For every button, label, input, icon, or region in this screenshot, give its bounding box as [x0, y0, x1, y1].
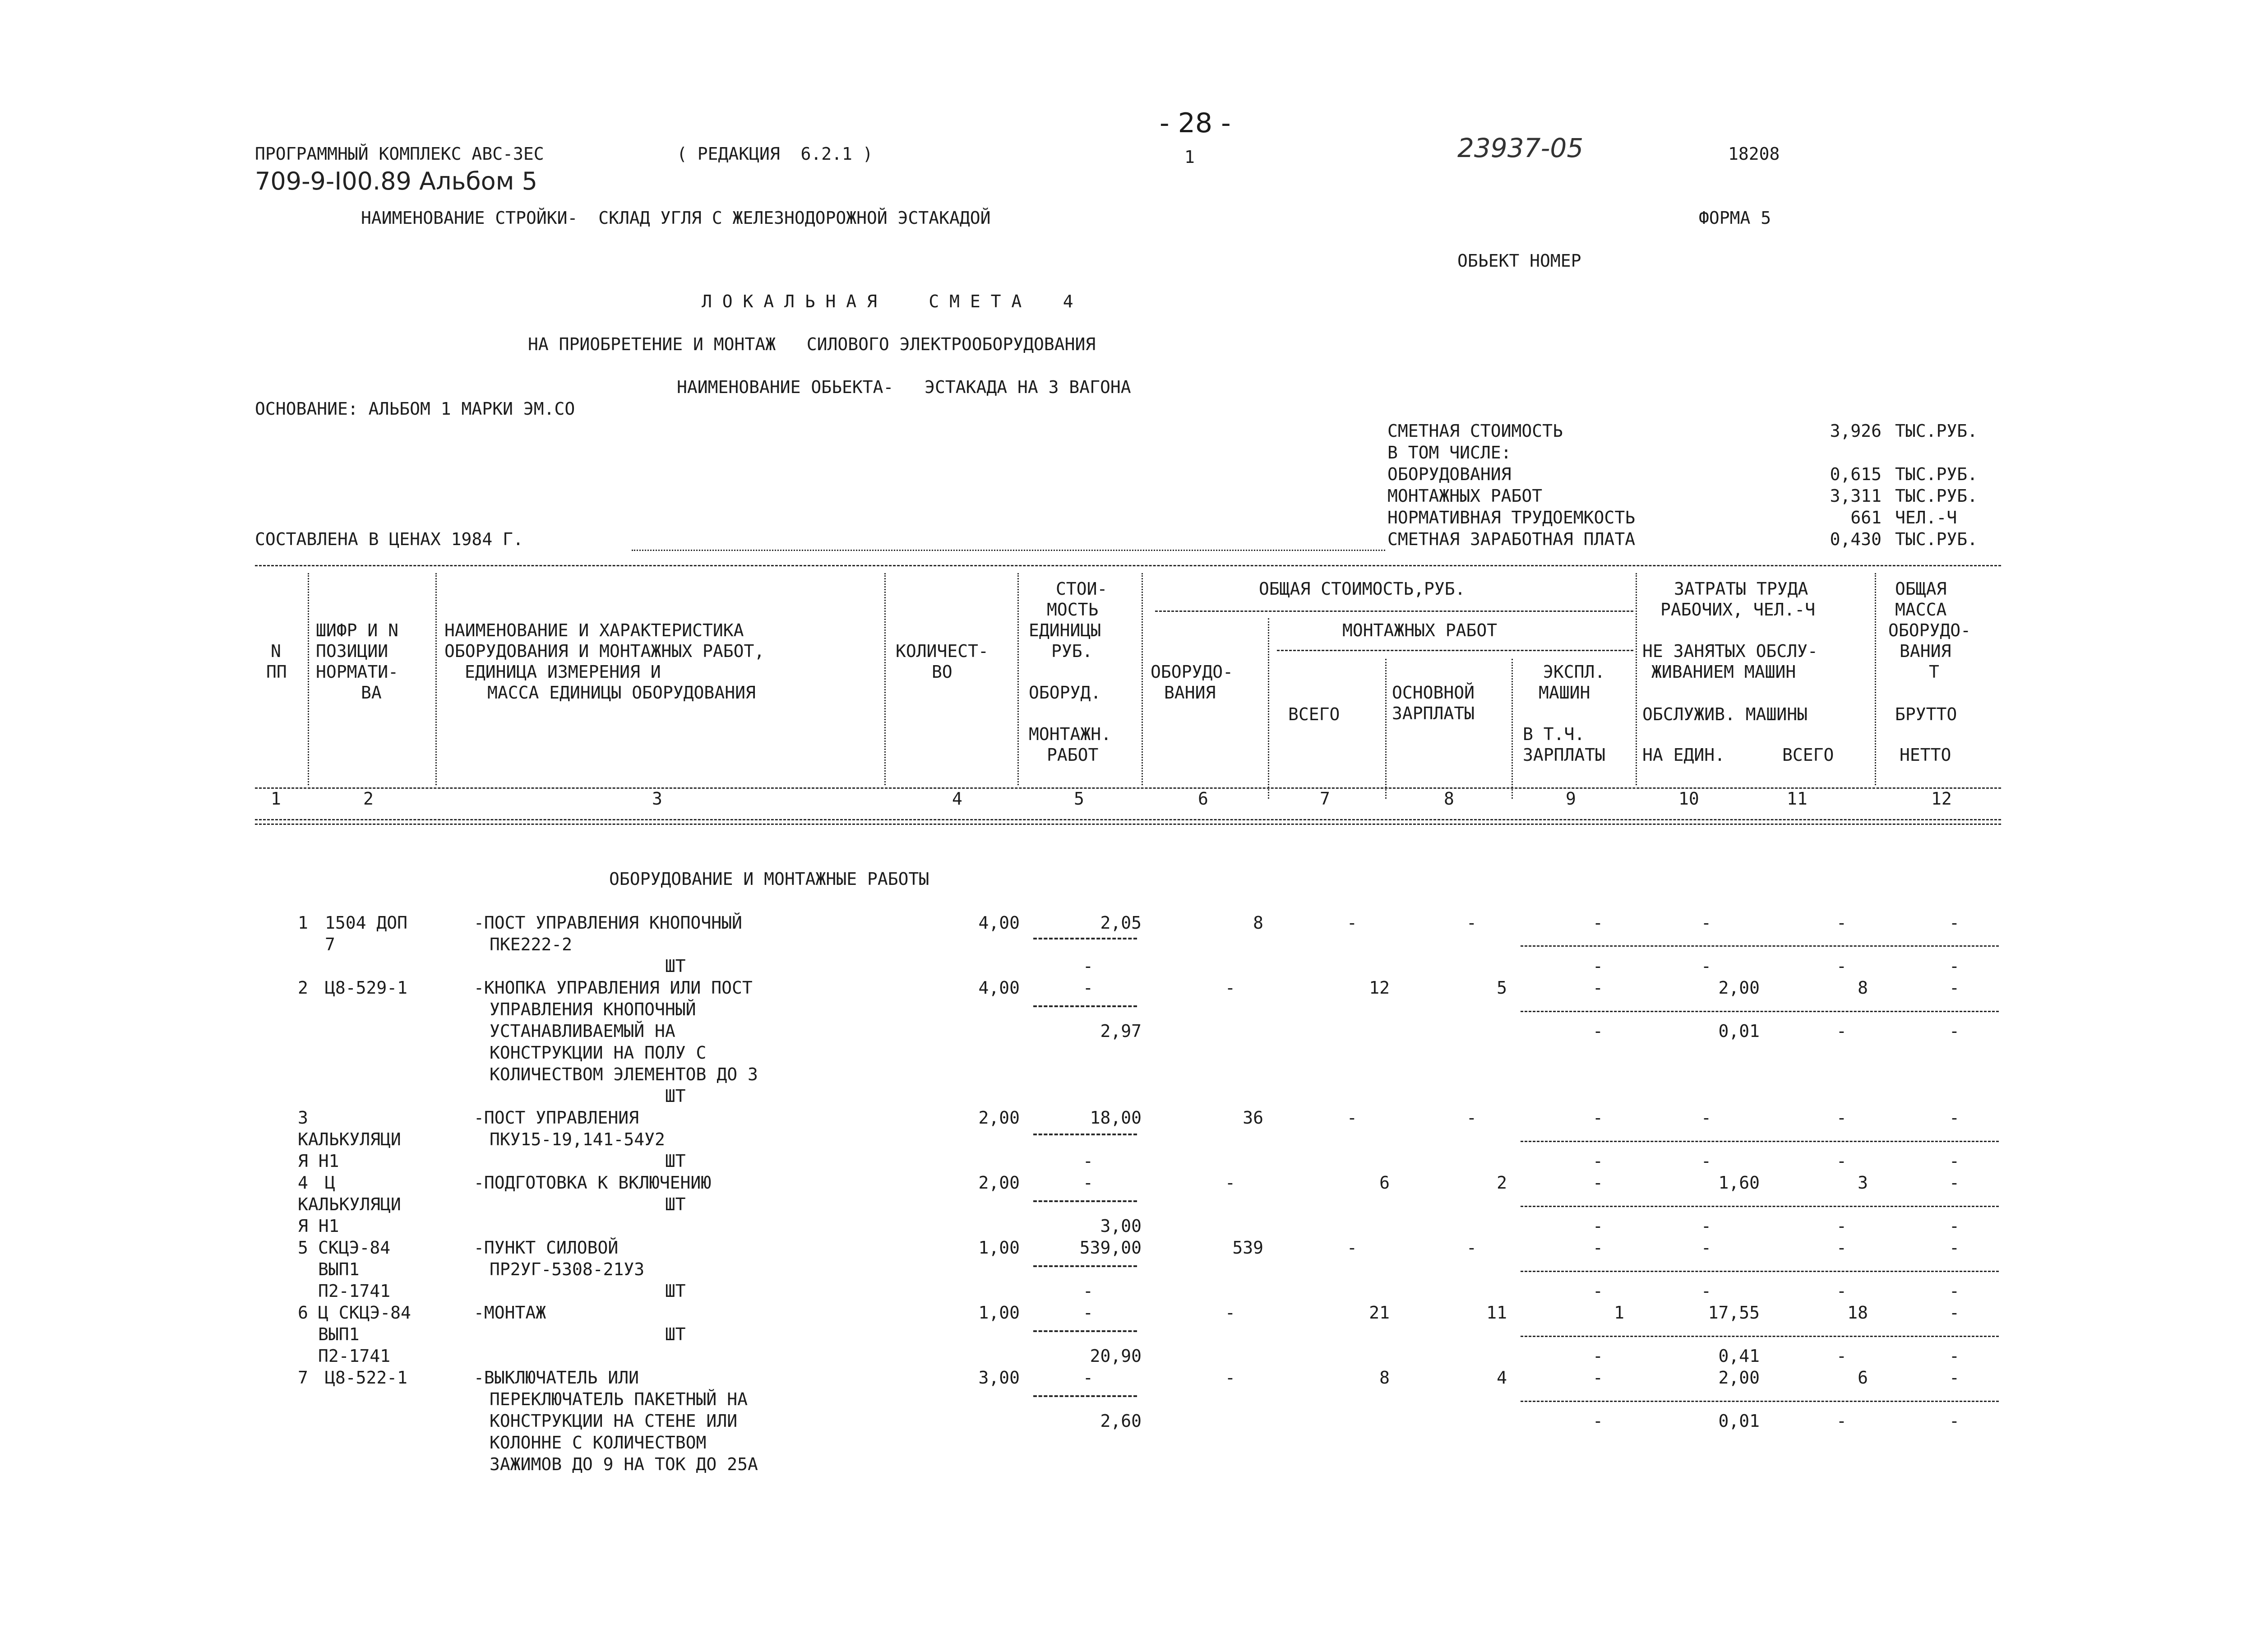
col4-head: КОЛИЧЕСТ-	[896, 641, 989, 661]
row-name: КОНСТРУКЦИИ НА ПОЛУ С	[490, 1043, 707, 1063]
col2-head: ПОЗИЦИИ	[316, 641, 388, 661]
row-name: -ВЫКЛЮЧАТЕЛЬ ИЛИ	[474, 1368, 639, 1388]
col-number: 12	[1931, 789, 1952, 809]
total-cost-head: ОБЩАЯ СТОИМОСТЬ,РУБ.	[1259, 579, 1465, 599]
col5-head: ЕДИНИЦЫ	[1029, 620, 1101, 640]
col3-head: МАССА ЕДИНИЦЫ ОБОРУДОВАНИЯ	[487, 683, 756, 703]
row-base-wage: 2	[1497, 1173, 1507, 1193]
row-netto: -	[1949, 1021, 1960, 1041]
col9-head: ЭКСПЛ.	[1543, 662, 1605, 682]
row-install-unit: 2,60	[1100, 1411, 1142, 1431]
col9-head: МАШИН	[1539, 683, 1590, 703]
install-head: МОНТАЖНЫХ РАБОТ	[1342, 620, 1498, 640]
row-all-machine: -	[1836, 1281, 1847, 1301]
row-total: -	[1347, 913, 1357, 933]
row-rule	[1521, 1206, 1999, 1207]
row-per-unit: 2,00	[1718, 978, 1760, 998]
row-all-machine: -	[1836, 1021, 1847, 1041]
row-brutto: -	[1949, 1303, 1960, 1323]
row-all-machine: -	[1836, 956, 1847, 976]
row-per-unit-machine: -	[1701, 1216, 1711, 1236]
row-machine-wage: -	[1593, 1216, 1603, 1236]
page-number: - 28 -	[1160, 107, 1231, 139]
summary-unit: ТЫС.РУБ.	[1895, 486, 1978, 506]
row-code: П2-1741	[318, 1281, 391, 1301]
row-machine-wage: -	[1593, 1021, 1603, 1041]
dotted-leader	[632, 550, 1385, 551]
header-top-rule	[255, 565, 2001, 566]
col-number: 10	[1678, 789, 1699, 809]
col-divider	[1636, 573, 1637, 785]
summary-value: 3,311	[1830, 486, 1882, 506]
row-name: -ПОДГОТОВКА К ВКЛЮЧЕНИЮ	[474, 1173, 712, 1193]
row-netto: -	[1949, 1151, 1960, 1171]
col-divider	[1268, 618, 1269, 799]
col5-head: СТОИ-	[1056, 579, 1108, 599]
row-brutto: -	[1949, 1368, 1960, 1388]
row-number: 3	[298, 1108, 308, 1128]
row-equip-unit: 18,00	[1090, 1108, 1142, 1128]
row-base-wage: 11	[1486, 1303, 1507, 1323]
col-number: 9	[1566, 789, 1576, 809]
col12-head: ОБОРУДО-	[1888, 620, 1971, 640]
labor-head: РАБОЧИХ, ЧЕЛ.-Ч	[1660, 600, 1816, 620]
row-total: 12	[1369, 978, 1390, 998]
row-netto: -	[1949, 956, 1960, 976]
row-total: 8	[1379, 1368, 1390, 1388]
row-brutto: -	[1949, 1108, 1960, 1128]
total-cost-rule	[1155, 611, 1633, 612]
fraction-rule	[1033, 1134, 1137, 1135]
row-equip-unit: -	[1083, 1173, 1093, 1193]
col-divider	[308, 573, 309, 785]
summary-value: 0,430	[1830, 529, 1882, 549]
row-all-machine: -	[1836, 1216, 1847, 1236]
row-unit: ШТ	[490, 1086, 686, 1106]
row-code: П2-1741	[318, 1346, 391, 1366]
row-per-unit-machine: 0,01	[1718, 1021, 1760, 1041]
row-code: КАЛЬКУЛЯЦИ	[298, 1194, 401, 1214]
row-name: -КНОПКА УПРАВЛЕНИЯ ИЛИ ПОСТ	[474, 978, 753, 998]
row-name: -ПОСТ УПРАВЛЕНИЯ КНОПОЧНЫЙ	[474, 913, 742, 933]
row-per-unit: 2,00	[1718, 1368, 1760, 1388]
row-code: Ц8-522-1	[325, 1368, 408, 1388]
summary-label: В ТОМ ЧИСЛЕ:	[1387, 443, 1512, 463]
col5-head: МОНТАЖН.	[1029, 724, 1112, 744]
col5-head: РУБ.	[1051, 641, 1093, 661]
section-title: ОБОРУДОВАНИЕ И МОНТАЖНЫЕ РАБОТЫ	[609, 869, 929, 889]
row-qty: 2,00	[978, 1108, 1020, 1128]
col-divider	[1142, 573, 1143, 785]
summary-unit: ТЫС.РУБ.	[1895, 529, 1978, 549]
col3-head: ЕДИНИЦА ИЗМЕРЕНИЯ И	[465, 662, 661, 682]
row-name: -ПОСТ УПРАВЛЕНИЯ	[474, 1108, 639, 1128]
row-equip: 8	[1253, 913, 1263, 933]
row-install-unit: 3,00	[1100, 1216, 1142, 1236]
basis: ОСНОВАНИЕ: АЛЬБОМ 1 МАРКИ ЭМ.СО	[255, 399, 575, 419]
summary-value: 0,615	[1830, 464, 1882, 484]
row-base-wage: 4	[1497, 1368, 1507, 1388]
col1-head: ПП	[266, 662, 287, 682]
row-code: Я Н1	[298, 1151, 339, 1171]
construction-name: НАИМЕНОВАНИЕ СТРОЙКИ- СКЛАД УГЛЯ С ЖЕЛЕЗНОДОРОЖНОЙ ЭСТАКАДОЙ	[361, 208, 991, 228]
row-base-wage: -	[1466, 1108, 1477, 1128]
col11-head: ВСЕГО	[1782, 745, 1834, 765]
row-brutto: -	[1949, 1238, 1960, 1258]
row-all: -	[1836, 1238, 1847, 1258]
row-base-wage: -	[1466, 913, 1477, 933]
labor-sub-head: ЖИВАНИЕМ МАШИН	[1651, 662, 1796, 682]
row-base-wage: -	[1466, 1238, 1477, 1258]
row-number: 1	[298, 913, 308, 933]
row-code: СКЦЭ-84	[318, 1238, 391, 1258]
row-equip-unit: -	[1083, 978, 1093, 998]
row-equip: 539	[1232, 1238, 1263, 1258]
row-rule	[1521, 1011, 1999, 1012]
album-reference: 709-9-I00.89 Альбом 5	[255, 167, 537, 195]
col-divider	[884, 573, 886, 785]
col12-head: МАССА	[1895, 600, 1947, 620]
row-unit: ШТ	[490, 1281, 686, 1301]
col4-head: ВО	[932, 662, 952, 682]
summary-value: 3,926	[1830, 421, 1882, 441]
col8-head: ЗАРПЛАТЫ	[1392, 703, 1475, 723]
row-total: -	[1347, 1238, 1357, 1258]
row-equip-unit: -	[1083, 1303, 1093, 1323]
col-number: 1	[271, 789, 281, 809]
row-name: ПКУ15-19,141-54У2	[490, 1129, 665, 1149]
row-all-machine: -	[1836, 1151, 1847, 1171]
row-number: 5	[298, 1238, 308, 1258]
row-number: 2	[298, 978, 308, 998]
row-rule	[1521, 1336, 1999, 1337]
row-all: 18	[1847, 1303, 1868, 1323]
row-machines: -	[1593, 978, 1603, 998]
header-bottom-rule	[255, 787, 2001, 789]
row-qty: 3,00	[978, 1368, 1020, 1388]
summary-value: 661	[1850, 508, 1882, 528]
col9-head: ЗАРПЛАТЫ	[1523, 745, 1606, 765]
row-machines: -	[1593, 913, 1603, 933]
row-name: -ПУНКТ СИЛОВОЙ	[474, 1238, 619, 1258]
row-unit: ШТ	[490, 1151, 686, 1171]
row-per-unit: 17,55	[1708, 1303, 1760, 1323]
row-rule	[1521, 1271, 1999, 1272]
col-number: 11	[1787, 789, 1808, 809]
fraction-rule	[1033, 1395, 1137, 1397]
col8-head: ОСНОВНОЙ	[1392, 683, 1475, 703]
program-name: ПРОГРАММНЫЙ КОМПЛЕКС АВС-3ЕС	[255, 144, 544, 164]
row-name: -МОНТАЖ	[474, 1303, 546, 1323]
row-equip-unit: -	[1083, 1368, 1093, 1388]
col6-head: ОБОРУДО-	[1151, 662, 1234, 682]
row-per-unit: -	[1701, 1238, 1711, 1258]
row-all-machine: -	[1836, 1346, 1847, 1366]
row-all: 8	[1858, 978, 1868, 998]
row-machine-wage: -	[1593, 1281, 1603, 1301]
row-equip: -	[1225, 1303, 1235, 1323]
col-divider	[1385, 659, 1387, 799]
row-qty: 4,00	[978, 978, 1020, 998]
estimate-subtitle: НА ПРИОБРЕТЕНИЕ И МОНТАЖ СИЛОВОГО ЭЛЕКТРООБОРУДОВАНИЯ	[528, 334, 1096, 354]
col12-head: Т	[1929, 662, 1939, 682]
row-unit: ШТ	[490, 1194, 686, 1214]
col-number: 7	[1320, 789, 1330, 809]
row-code: Ц8-529-1	[325, 978, 408, 998]
fraction-rule	[1033, 938, 1137, 939]
col12-head: НЕТТО	[1900, 745, 1951, 765]
row-install-unit: -	[1083, 1151, 1093, 1171]
row-name: КОНСТРУКЦИИ НА СТЕНЕ ИЛИ	[490, 1411, 738, 1431]
row-number: 6	[298, 1303, 308, 1323]
col2-head: ВА	[361, 683, 382, 703]
row-netto: -	[1949, 1281, 1960, 1301]
code-number: 18208	[1728, 144, 1780, 164]
col-number: 3	[652, 789, 662, 809]
fraction-rule	[1033, 1265, 1137, 1267]
row-brutto: -	[1949, 913, 1960, 933]
row-equip: -	[1225, 1173, 1235, 1193]
summary-label: МОНТАЖНЫХ РАБОТ	[1387, 486, 1543, 506]
row-brutto: -	[1949, 1173, 1960, 1193]
col-divider	[1875, 573, 1876, 785]
row-qty: 1,00	[978, 1238, 1020, 1258]
col5-head: МОСТЬ	[1047, 600, 1099, 620]
col9-head: В Т.Ч.	[1523, 724, 1585, 744]
row-install-unit: -	[1083, 956, 1093, 976]
row-name: ЗАЖИМОВ ДО 9 НА ТОК ДО 25А	[490, 1454, 758, 1474]
install-rule	[1277, 650, 1633, 651]
form-number: ФОРМА 5	[1699, 208, 1771, 228]
row-total: 21	[1369, 1303, 1390, 1323]
row-equip-unit: 2,05	[1100, 913, 1142, 933]
row-install-unit: -	[1083, 1281, 1093, 1301]
fraction-rule	[1033, 1330, 1137, 1332]
row-all-machine: -	[1836, 1411, 1847, 1431]
col5-head: РАБОТ	[1047, 745, 1099, 765]
row-equip: 36	[1243, 1108, 1263, 1128]
row-unit: ШТ	[490, 956, 686, 976]
row-machines: 1	[1614, 1303, 1624, 1323]
col-number: 6	[1198, 789, 1208, 809]
row-equip: -	[1225, 1368, 1235, 1388]
program-edition: ( РЕДАКЦИЯ 6.2.1 )	[677, 144, 873, 164]
col-number: 4	[952, 789, 962, 809]
estimate-title: Л О К А Л Ь Н А Я С М Е Т А 4	[702, 292, 1073, 311]
row-rule	[1521, 1401, 1999, 1402]
row-per-unit-machine: -	[1701, 1281, 1711, 1301]
row-install-unit: 2,97	[1100, 1021, 1142, 1041]
col12-head: ОБЩАЯ	[1895, 579, 1947, 599]
labor-sub-head: ОБСЛУЖИВ. МАШИНЫ	[1642, 704, 1808, 724]
row-code: ВЫП1	[318, 1324, 360, 1344]
col-number: 5	[1074, 789, 1084, 809]
summary-label: НОРМАТИВНАЯ ТРУДОЕМКОСТЬ	[1387, 508, 1636, 528]
labor-sub-head: НЕ ЗАНЯТЫХ ОБСЛУ-	[1642, 641, 1818, 661]
row-number: 7	[298, 1368, 308, 1388]
row-equip-unit: 539,00	[1079, 1238, 1142, 1258]
row-per-unit-machine: -	[1701, 1151, 1711, 1171]
row-unit: ШТ	[490, 1324, 686, 1344]
summary-unit: ЧЕЛ.-Ч	[1895, 508, 1957, 528]
row-name: ПКЕ222-2	[490, 935, 573, 954]
row-total: 6	[1379, 1173, 1390, 1193]
summary-label: СМЕТНАЯ ЗАРАБОТНАЯ ПЛАТА	[1387, 529, 1636, 549]
object-number: ОБЬЕКТ НОМЕР	[1457, 251, 1581, 271]
row-brutto: -	[1949, 978, 1960, 998]
col12-head: ВАНИЯ	[1900, 641, 1951, 661]
price-basis: СОСТАВЛЕНА В ЦЕНАХ 1984 Г.	[255, 529, 523, 549]
col-divider	[1512, 659, 1513, 799]
row-machine-wage: -	[1593, 1346, 1603, 1366]
row-netto: -	[1949, 1411, 1960, 1431]
row-code: 7	[325, 935, 335, 954]
row-rule	[1521, 945, 1999, 947]
row-per-unit: 1,60	[1718, 1173, 1760, 1193]
numbers-bottom-rule-2	[255, 824, 2001, 825]
row-all: 3	[1858, 1173, 1868, 1193]
row-rule	[1521, 1141, 1999, 1142]
row-per-unit-machine: 0,01	[1718, 1411, 1760, 1431]
row-netto: -	[1949, 1216, 1960, 1236]
fraction-rule	[1033, 1005, 1137, 1007]
summary-unit: ТЫС.РУБ.	[1895, 421, 1978, 441]
row-all: 6	[1858, 1368, 1868, 1388]
col12-head: БРУТТО	[1895, 704, 1957, 724]
summary-unit: ТЫС.РУБ.	[1895, 464, 1978, 484]
row-machines: -	[1593, 1238, 1603, 1258]
document-code: 23937-05	[1457, 133, 1584, 163]
labor-head: ЗАТРАТЫ ТРУДА	[1674, 579, 1808, 599]
row-code: ВЫП1	[318, 1259, 360, 1279]
row-total: -	[1347, 1108, 1357, 1128]
summary-label: ОБОРУДОВАНИЯ	[1387, 464, 1512, 484]
row-per-unit: -	[1701, 913, 1711, 933]
row-name: УСТАНАВЛИВАЕМЫЙ НА	[490, 1021, 675, 1041]
row-per-unit-machine: 0,41	[1718, 1346, 1760, 1366]
object-name: НАИМЕНОВАНИЕ ОБЬЕКТА- ЭСТАКАДА НА 3 ВАГОНА	[677, 377, 1131, 397]
row-name: КОЛИЧЕСТВОМ ЭЛЕМЕНТОВ ДО 3	[490, 1064, 758, 1084]
row-code: Ц	[325, 1173, 335, 1193]
row-base-wage: 5	[1497, 978, 1507, 998]
sheet-number: 1	[1184, 147, 1195, 167]
col2-head: НОРМАТИ-	[316, 662, 399, 682]
row-machines: -	[1593, 1173, 1603, 1193]
col-divider	[1017, 573, 1019, 785]
col1-head: N	[271, 641, 281, 661]
row-name: УПРАВЛЕНИЯ КНОПОЧНЫЙ	[490, 1000, 696, 1019]
row-name: ПЕРЕКЛЮЧАТЕЛЬ ПАКЕТНЫЙ НА	[490, 1389, 748, 1409]
numbers-bottom-rule	[255, 819, 2001, 820]
row-machine-wage: -	[1593, 1411, 1603, 1431]
row-netto: -	[1949, 1346, 1960, 1366]
row-machines: -	[1593, 1108, 1603, 1128]
row-code: 1504 ДОП	[325, 913, 408, 933]
row-all: -	[1836, 913, 1847, 933]
row-code: Ц СКЦЭ-84	[318, 1303, 411, 1323]
row-qty: 1,00	[978, 1303, 1020, 1323]
col3-head: ОБОРУДОВАНИЯ И МОНТАЖНЫХ РАБОТ,	[444, 641, 765, 661]
row-per-unit: -	[1701, 1108, 1711, 1128]
row-code: КАЛЬКУЛЯЦИ	[298, 1129, 401, 1149]
col7-head: ВСЕГО	[1288, 704, 1340, 724]
row-machines: -	[1593, 1368, 1603, 1388]
row-name: КОЛОННЕ С КОЛИЧЕСТВОМ	[490, 1433, 707, 1453]
row-per-unit-machine: -	[1701, 956, 1711, 976]
row-name: ПР2УГ-5308-21У3	[490, 1259, 645, 1279]
row-qty: 4,00	[978, 913, 1020, 933]
row-code: Я Н1	[298, 1216, 339, 1236]
col-number: 2	[363, 789, 374, 809]
col3-head: НАИМЕНОВАНИЕ И ХАРАКТЕРИСТИКА	[444, 620, 744, 640]
col2-head: ШИФР И N	[316, 620, 399, 640]
row-machine-wage: -	[1593, 956, 1603, 976]
col5-head: ОБОРУД.	[1029, 683, 1101, 703]
col10-head: НА ЕДИН.	[1642, 745, 1725, 765]
row-equip: -	[1225, 978, 1235, 998]
col-number: 8	[1444, 789, 1454, 809]
row-install-unit: 20,90	[1090, 1346, 1142, 1366]
col-divider	[435, 573, 437, 785]
row-machine-wage: -	[1593, 1151, 1603, 1171]
fraction-rule	[1033, 1200, 1137, 1202]
row-qty: 2,00	[978, 1173, 1020, 1193]
col6-head: ВАНИЯ	[1164, 683, 1216, 703]
row-number: 4	[298, 1173, 308, 1193]
row-all: -	[1836, 1108, 1847, 1128]
summary-label: СМЕТНАЯ СТОИМОСТЬ	[1387, 421, 1563, 441]
